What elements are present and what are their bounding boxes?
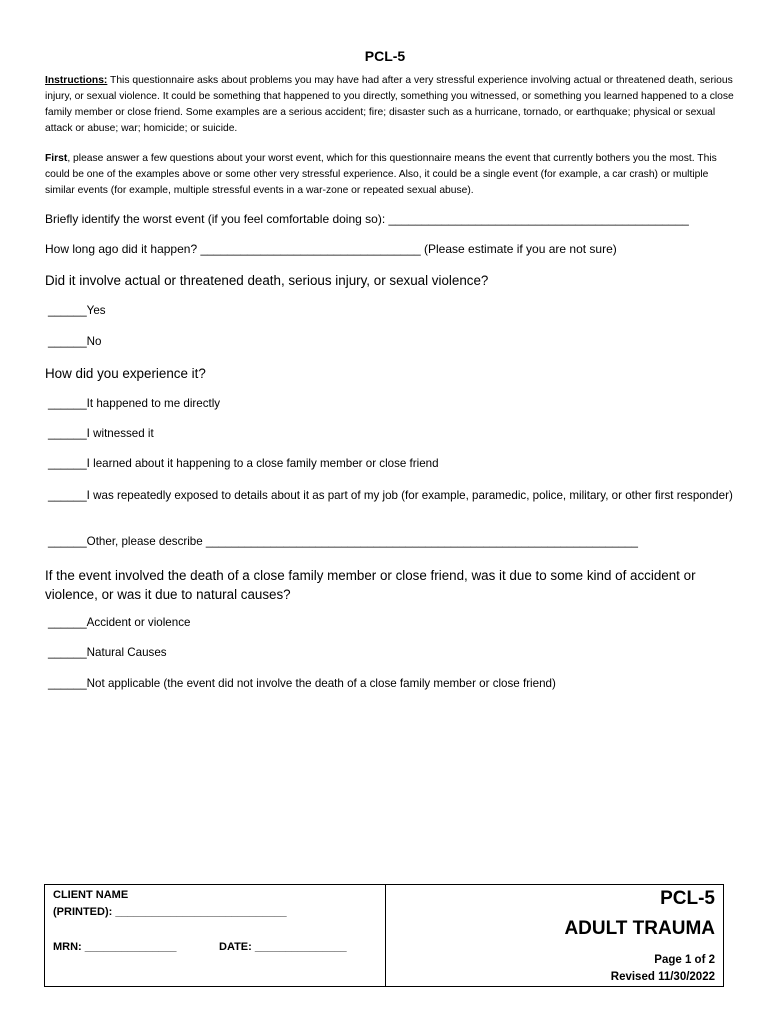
first-paragraph: [45, 151, 735, 199]
option-natural-causes[interactable]: ______Natural Causes: [48, 646, 167, 659]
mrn-field[interactable]: MRN: _______________: [53, 941, 177, 953]
option-other-describe[interactable]: ______Other, please describe ___________________________________________________________________: [48, 535, 638, 548]
first-label: First: [45, 153, 68, 164]
instructions-label: Instructions:: [45, 75, 108, 86]
question-threatened-death: Did it involve actual or threatened death, serious injury, or sexual violence?: [45, 273, 489, 288]
option-repeatedly-exposed[interactable]: ______I was repeatedly exposed to details about it as part of my job (for example, paramedic, police, military, or other first responder): [48, 489, 733, 502]
date-field[interactable]: DATE: _______________: [219, 941, 347, 953]
footer-box: [44, 884, 724, 987]
instructions-text: This questionnaire asks about problems you may have had after a very stressful experience involving actual or threatened death, serious injury, or sexual violence. It could be something that happened to you directly, something you witnessed, or something you learned happened to a close family member or close friend. Some examples are a serious accident; fire; disaster such as a hurricane, tornado, or earthquake; physical or sexual attack or abuse; war; homicide; or suicide.: [45, 75, 734, 134]
first-text: , please answer a few questions about your worst event, which for this questionnaire means the event that currently bothers you the most. This could be one of the examples above or some other very stressful experience. Also, it could be a single event (for example, a car crash) or multiple similar events (for example, multiple stressful events in a war-zone or repeated sexual abuse).: [45, 153, 717, 196]
option-learned-about[interactable]: ______I learned about it happening to a close family member or close friend: [48, 457, 439, 470]
option-yes[interactable]: ______Yes: [48, 304, 106, 317]
client-name-printed-field[interactable]: (PRINTED): ____________________________: [53, 906, 287, 918]
option-happened-directly[interactable]: ______It happened to me directly: [48, 397, 221, 410]
client-name-label: CLIENT NAME: [53, 889, 129, 901]
option-witnessed[interactable]: ______I witnessed it: [48, 427, 154, 440]
question-how-experienced: How did you experience it?: [45, 366, 206, 381]
page-title: PCL-5: [364, 48, 406, 64]
form-title: ADULT TRAUMA: [564, 918, 715, 939]
instructions-paragraph: [45, 73, 735, 137]
question-cause-of-death: If the event involved the death of a close family member or close friend, was it due to some kind of accident or violence, or was it due to natural causes?: [45, 568, 696, 602]
form-code: PCL-5: [660, 888, 715, 909]
option-not-applicable[interactable]: ______Not applicable (the event did not involve the death of a close family member or close friend): [48, 677, 556, 690]
worst-event-field[interactable]: Briefly identify the worst event (if you feel comfortable doing so): _____________________________________________: [45, 212, 689, 226]
revised-date: Revised 11/30/2022: [610, 971, 715, 983]
footer-divider: [385, 885, 386, 986]
how-long-field[interactable]: How long ago did it happen? _________________________________ (Please estimate if you are not sure): [45, 242, 617, 256]
option-no[interactable]: ______No: [48, 335, 102, 348]
option-accident-violence[interactable]: ______Accident or violence: [48, 616, 191, 629]
page-number: Page 1 of 2: [654, 954, 715, 966]
